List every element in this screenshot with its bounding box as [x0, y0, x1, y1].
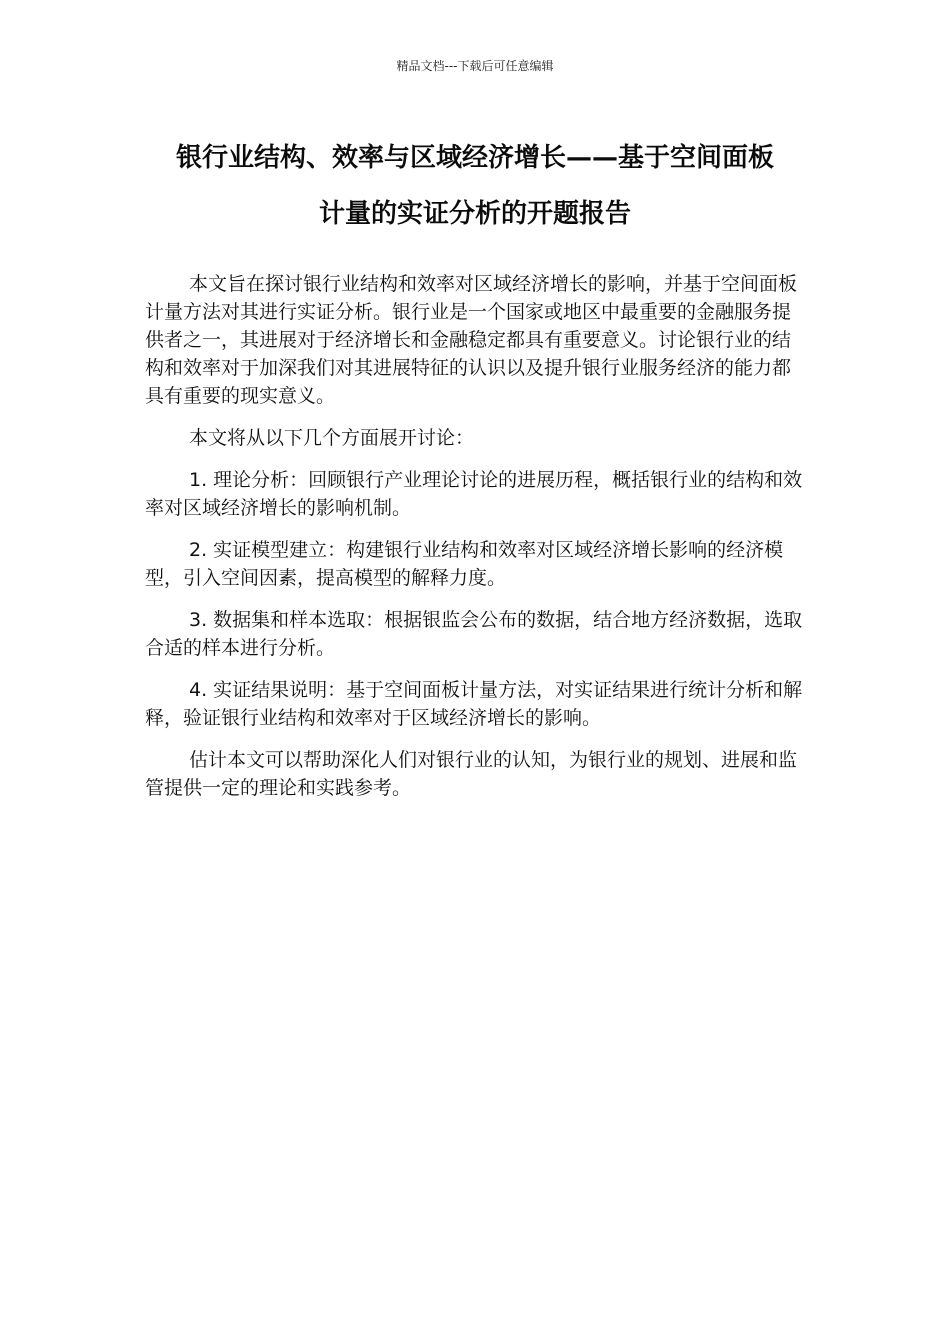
title-line-2: 计量的实证分析的开题报告	[318, 199, 631, 229]
paragraph-item-1: 1. 理论分析：回顾银行产业理论讨论的进展历程，概括银行业的结构和效率对区域经济增长的影响机制。	[145, 469, 803, 519]
paragraph-item-2: 2. 实证模型建立：构建银行业结构和效率对区域经济增长影响的经济模型，引入空间因素，提高模型的解释力度。	[145, 539, 784, 589]
title-line-1: 银行业结构、效率与区域经济增长——基于空间面板	[175, 143, 774, 173]
paragraph-outline-lead: 本文将从以下几个方面展开讨论：	[189, 427, 475, 449]
page-header: 精品文档---下载后可任意编辑	[396, 59, 554, 73]
document-title	[130, 130, 820, 242]
paragraph-item-4: 4. 实证结果说明：基于空间面板计量方法，对实证结果进行统计分析和解释，验证银行业结构和效率对于区域经济增长的影响。	[145, 679, 803, 729]
paragraph-conclusion: 估计本文可以帮助深化人们对银行业的认知，为银行业的规划、进展和监管提供一定的理论和实践参考。	[145, 749, 798, 799]
paragraph-intro: 本文旨在探讨银行业结构和效率对区域经济增长的影响，并基于空间面板计量方法对其进行实证分析。银行业是一个国家或地区中最重要的金融服务提供者之一，其进展对于经济增长和金融稳定都具有重要意义。讨论银行业的结构和效率对于加深我们对其进展特征的认识以及提升银行业服务经济的能力都具有重要的现实意义。	[145, 273, 798, 407]
document-body	[145, 270, 805, 816]
paragraph-item-3: 3. 数据集和样本选取：根据银监会公布的数据，结合地方经济数据，选取合适的样本进行分析。	[145, 609, 803, 659]
